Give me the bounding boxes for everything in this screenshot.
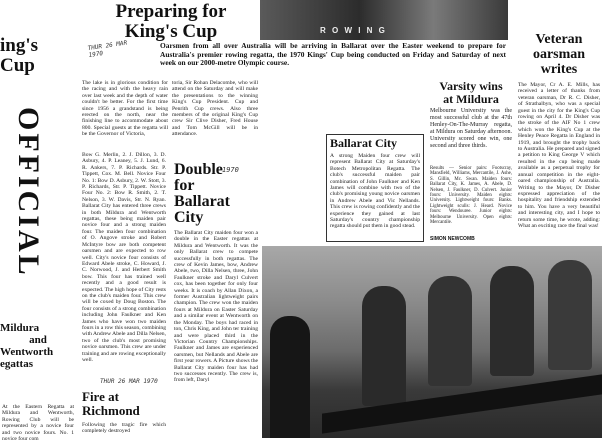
double-headline-4: City <box>174 209 204 226</box>
fire-headline-1: Fire at <box>82 389 119 404</box>
varsity-headline-2: at Mildura <box>443 92 499 106</box>
rowing-photo <box>260 0 508 40</box>
crew-date-stamp: THUR 26 MAR 1970 <box>100 378 158 385</box>
caption-line-1: Mildura <box>0 322 40 334</box>
varsity-results: Results — Senior pairs: Footscray, Mansfield, Williams, Mercantile, J. Ashe, S. Gillin, Mc. Swan. Maiden fours: Ballarat City, K. James, A. Abele, D. Nelsen, J. Faulkner, D. Culvert. Junior fours: University. Maiden eights: University. Lightweight fours: Banks. Lightweight sculls: J. Heard. Novice fours: Wendouree. Junior eights: Melbourne University. Open eights: Mercantile. <box>430 166 512 226</box>
varsity-headline <box>428 80 514 106</box>
preparing-headline-1: Preparing for <box>115 1 227 22</box>
official-label: OFFICIAL <box>12 107 45 278</box>
double-article <box>170 160 262 438</box>
rower-figure-5 <box>548 260 592 370</box>
date-stamp: THUR 26 MAR 1970 <box>87 39 128 59</box>
left-strip <box>0 0 76 442</box>
fire-headline <box>82 390 166 418</box>
caption-line-2: and <box>29 334 47 346</box>
double-year: 1970 <box>222 166 239 174</box>
ballarat-city-article <box>326 134 424 242</box>
rowing-label: R O W I N G <box>320 26 387 35</box>
rower-figure-1 <box>270 316 310 438</box>
varsity-byline: SIMON NEWCOMB <box>430 236 475 242</box>
preparing-headline <box>86 2 256 42</box>
caption-line-3: Wentworth <box>0 346 54 358</box>
mildura-caption <box>0 322 76 370</box>
ballarat-city-body: A strong Maiden four crew will represent Ballarat City at Saturday's Botech Metropolitan Regatta. The club's successful maiden pair combination of John Faulkner and Ken James will combine with two of the club's promising young novice oarsmen in Andrew Abele and Vic Nellands. This crew is rowing confidently and the experience they gained at last Saturday's country championship regatta should put them in good stead. <box>330 153 420 230</box>
rower-figure-3 <box>428 276 472 386</box>
fire-headline-2: Richmond <box>82 403 140 418</box>
rower-figure-2 <box>362 286 406 406</box>
rower-figure-4 <box>490 266 534 376</box>
crew-photo <box>262 246 602 438</box>
varsity-headline-1: Varsity wins <box>439 79 503 93</box>
crew-list-body: Bow G. Merlin, 2. J. Dillon, 3. D. Asbury, 4. P. Leaney, 5. J. Lund, 6. R. Ankers, 7. P. Richards. Str. P. Tippett, Cox. M. Bell. Novice Four No. 1: Bow D. Asbury, 2. W. Stott, 3. P. Richards, Str. P. Tippett. Novice Four No. 2: Bow R. Smith, 2. T. Nelson, 3. W. Davis, Str. N. Ryan. Ballarat City has entered three crews in both Mildura and Wentworth regattas, these being maiden pair novice four and a strong maiden four. The maiden four combination of O. Angove stroke and Robert McIntyre bow are both competent oarsmen and are expected to row well. City's novice four consists of Edward Abele stroke, C. Howard, J. C. Norwood, J. and Herbert Smith bow. This four has trained well recently and a good result is expected. The high hope of City rests on the club's maiden four. This crew will be coxed by Doug Boston. The four consists of a strong combination including John Faulkner and Ken James who have won two maiden fours in a row this season, combining with Andrew Abele and Dilla Nelsen, two of the club's most promising novice oarsmen. This crew are under training and are rowing exceptionally well. <box>82 152 166 363</box>
preparing-col-1: The lake is in glorious condition for the racing and with the heavy rain over last week and the depth of water couldn't be better. For the first time since 1956 a grandstand is being erected on the north, near the finishing line to accommodate about 800. Special guests at the regatta will be the Governor of Victoria, <box>82 80 168 138</box>
preparing-col-2: toria, Sir Rohan Delacombe, who will attend on the Saturday and will make the presentations to the winning King's Cup President. Cup and Penrith Cup crews. Also three members of the original King's Cup crew Sir Clive Disher, Fred House and Tom McGill will be in attendance. <box>172 80 258 138</box>
left-strip-body: At the Eastern Regatta at Mildura and Wentworth, Rowing Club will be represented by a novice four and two novice fours. No. 1 novice four com <box>2 404 74 442</box>
varsity-lead: Melbourne University was the most successful club at the 47th Henley-On-The-Murray regatta, at Mildura on Saturday afternoon. University scored one win, one second and three thirds. <box>430 108 512 149</box>
veteran-headline-2: oarsman <box>532 47 586 62</box>
banner-line-2: Cup <box>0 55 35 76</box>
preparing-lead: Oarsmen from all over Australia will be arriving in Ballarat over the Easter weekend to prepare for Australia's premier rowing regatta, the 1970 Kings' Cup being conducted on Friday and Saturday of next week on our 2000-metre Olympic course. <box>160 41 506 68</box>
banner-line-1: ing's <box>0 35 39 56</box>
ballarat-city-headline: Ballarat City <box>330 136 397 150</box>
veteran-article <box>516 32 602 246</box>
crew-list-article <box>80 150 168 438</box>
varsity-article <box>426 78 514 246</box>
fire-body: Following the tragic fire which completely destroyed <box>82 422 166 435</box>
double-headline-2: for <box>174 177 195 194</box>
preparing-headline-2: King's Cup <box>124 21 218 42</box>
veteran-headline-3: writes <box>540 62 578 77</box>
double-headline-1: Double <box>174 161 223 178</box>
double-headline-3: Ballarat <box>174 193 230 210</box>
veteran-headline <box>516 32 602 77</box>
double-body: The Ballarat City maiden four won a double in the Easter regattas at Mildura and Wentworth. It was the only Ballarat crew to compete successfully in both regattas. The crew of Kevin James, bow, Andrew Abele, two, Dilla Nelsen, three, John Faulkner stroke and Daryl Culvert cox, has been together for only four weeks. It is coach by Allan Dixon, a former Australian lightweight pairs champion. The crew won the maiden fours at Mildura on Easter Saturday and a similar event at Wentworth on the Monday. The boys had raced in ton, Chris King, and John ter training and were placed third in the Victorian Country Championships. Faulkner and James are experienced oarsmen, but Nellands and Abele are first year rowers. A Picture shows the Ballarat City maiden four has had two successes recently. The crew is, from left, Daryl <box>174 230 258 384</box>
caption-line-4: egattas <box>0 358 33 370</box>
veteran-body: The Mayor, Cr A. E. Mills, has received a letter of thanks from veteran oarsman, Dr R. C. Disher, of Strathalbyn, who was a special guest in the city for the King's Cup rowing on April 4. Dr Disher was the stroke of the AIF No 1 crew which won the King's Cup at the Henley Peace Regatta in England in 1919, and brought the trophy back to Australia. He prepared and signed a petition to King George V which resulted in the cup being made available as a perpetual trophy for annual competition in the eight-oared championship of Australia. Writing to the Mayor, Dr Disher expressed appreciation of the hospitality and friendship extended to him. You have a very beautiful and interesting city, and I hope to return some time, he wrote, adding: What an exciting race the final was! <box>518 82 600 229</box>
kings-cup-banner <box>0 36 74 96</box>
veteran-headline-1: Veteran <box>535 32 583 47</box>
